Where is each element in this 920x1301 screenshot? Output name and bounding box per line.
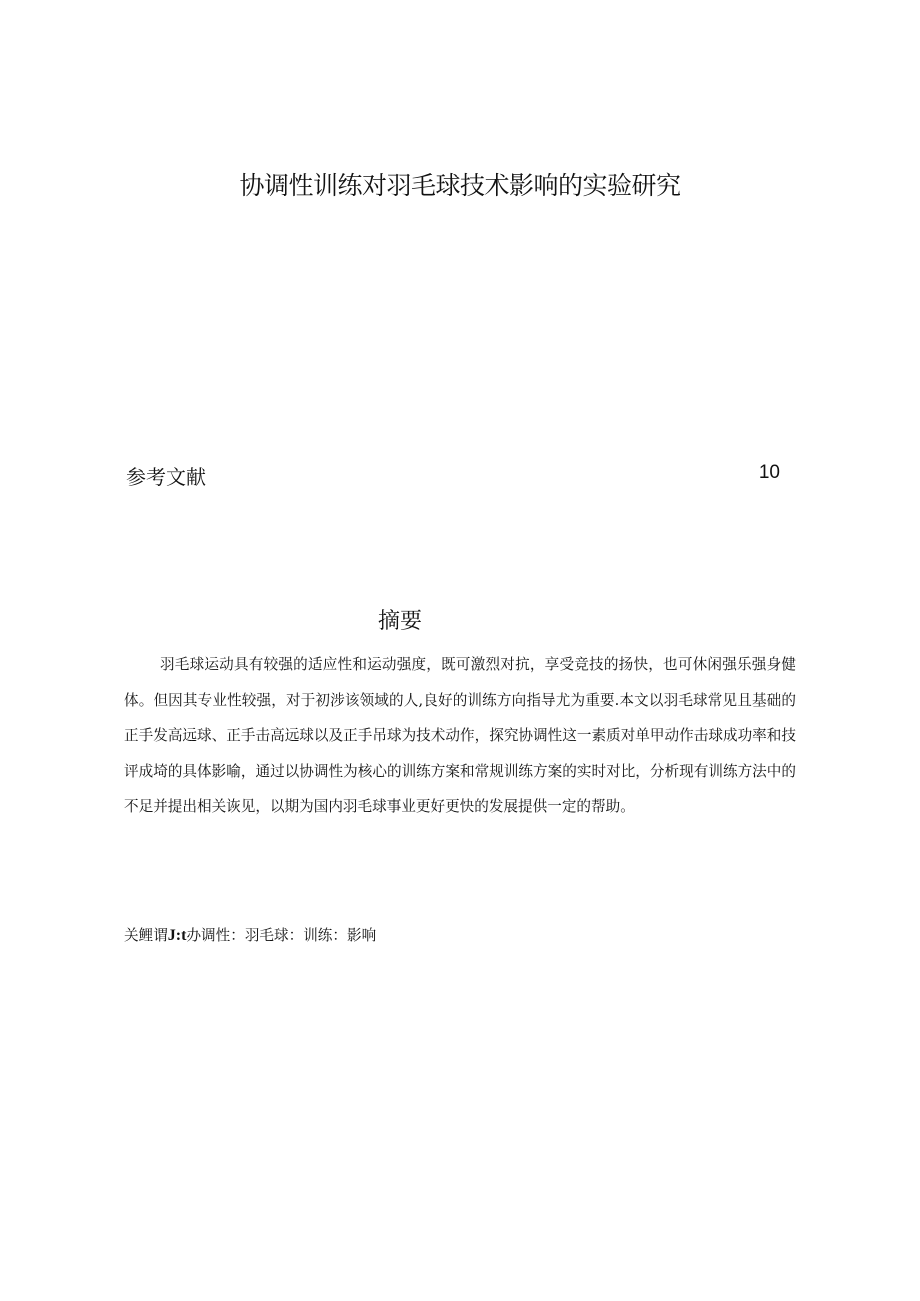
- keywords-mark: J:t: [167, 927, 187, 944]
- keywords-prefix: 关鲤谓: [124, 927, 168, 944]
- keywords-terms: 办调性：羽毛球：训练：影响: [186, 927, 377, 944]
- document-title: 协调性训练对羽毛球技术影响的实验研究: [239, 171, 681, 200]
- abstract-heading: 摘要: [378, 609, 423, 634]
- toc-entry-references[interactable]: [126, 461, 780, 491]
- abstract-body: 羽毛球运动具有较强的适应性和运动强度，既可激烈对抗，享受竞技的扬快，也可休闲强乐强身健体。但因其专业性较强，对于初涉该领域的人,良好的训练方向指导尤为重要.本文以羽毛球常见且基础的正手发高远球、正手击高远球以及正手吊球为技术动作，探究协调性这一素质对单甲动作击球成功率和技评成埼的具体影喻，通过以协调性为核心的训练方案和常规训练方案的实时对比，分析现有训练方法中的不足并提出相关诙见，以期为国内羽毛球事业更好更快的发展提供一定的帮助。: [124, 656, 796, 815]
- keywords-line: [124, 924, 376, 945]
- toc-entry-page-number: 10: [758, 462, 780, 483]
- toc-entry-label: 参考文献: [126, 465, 206, 489]
